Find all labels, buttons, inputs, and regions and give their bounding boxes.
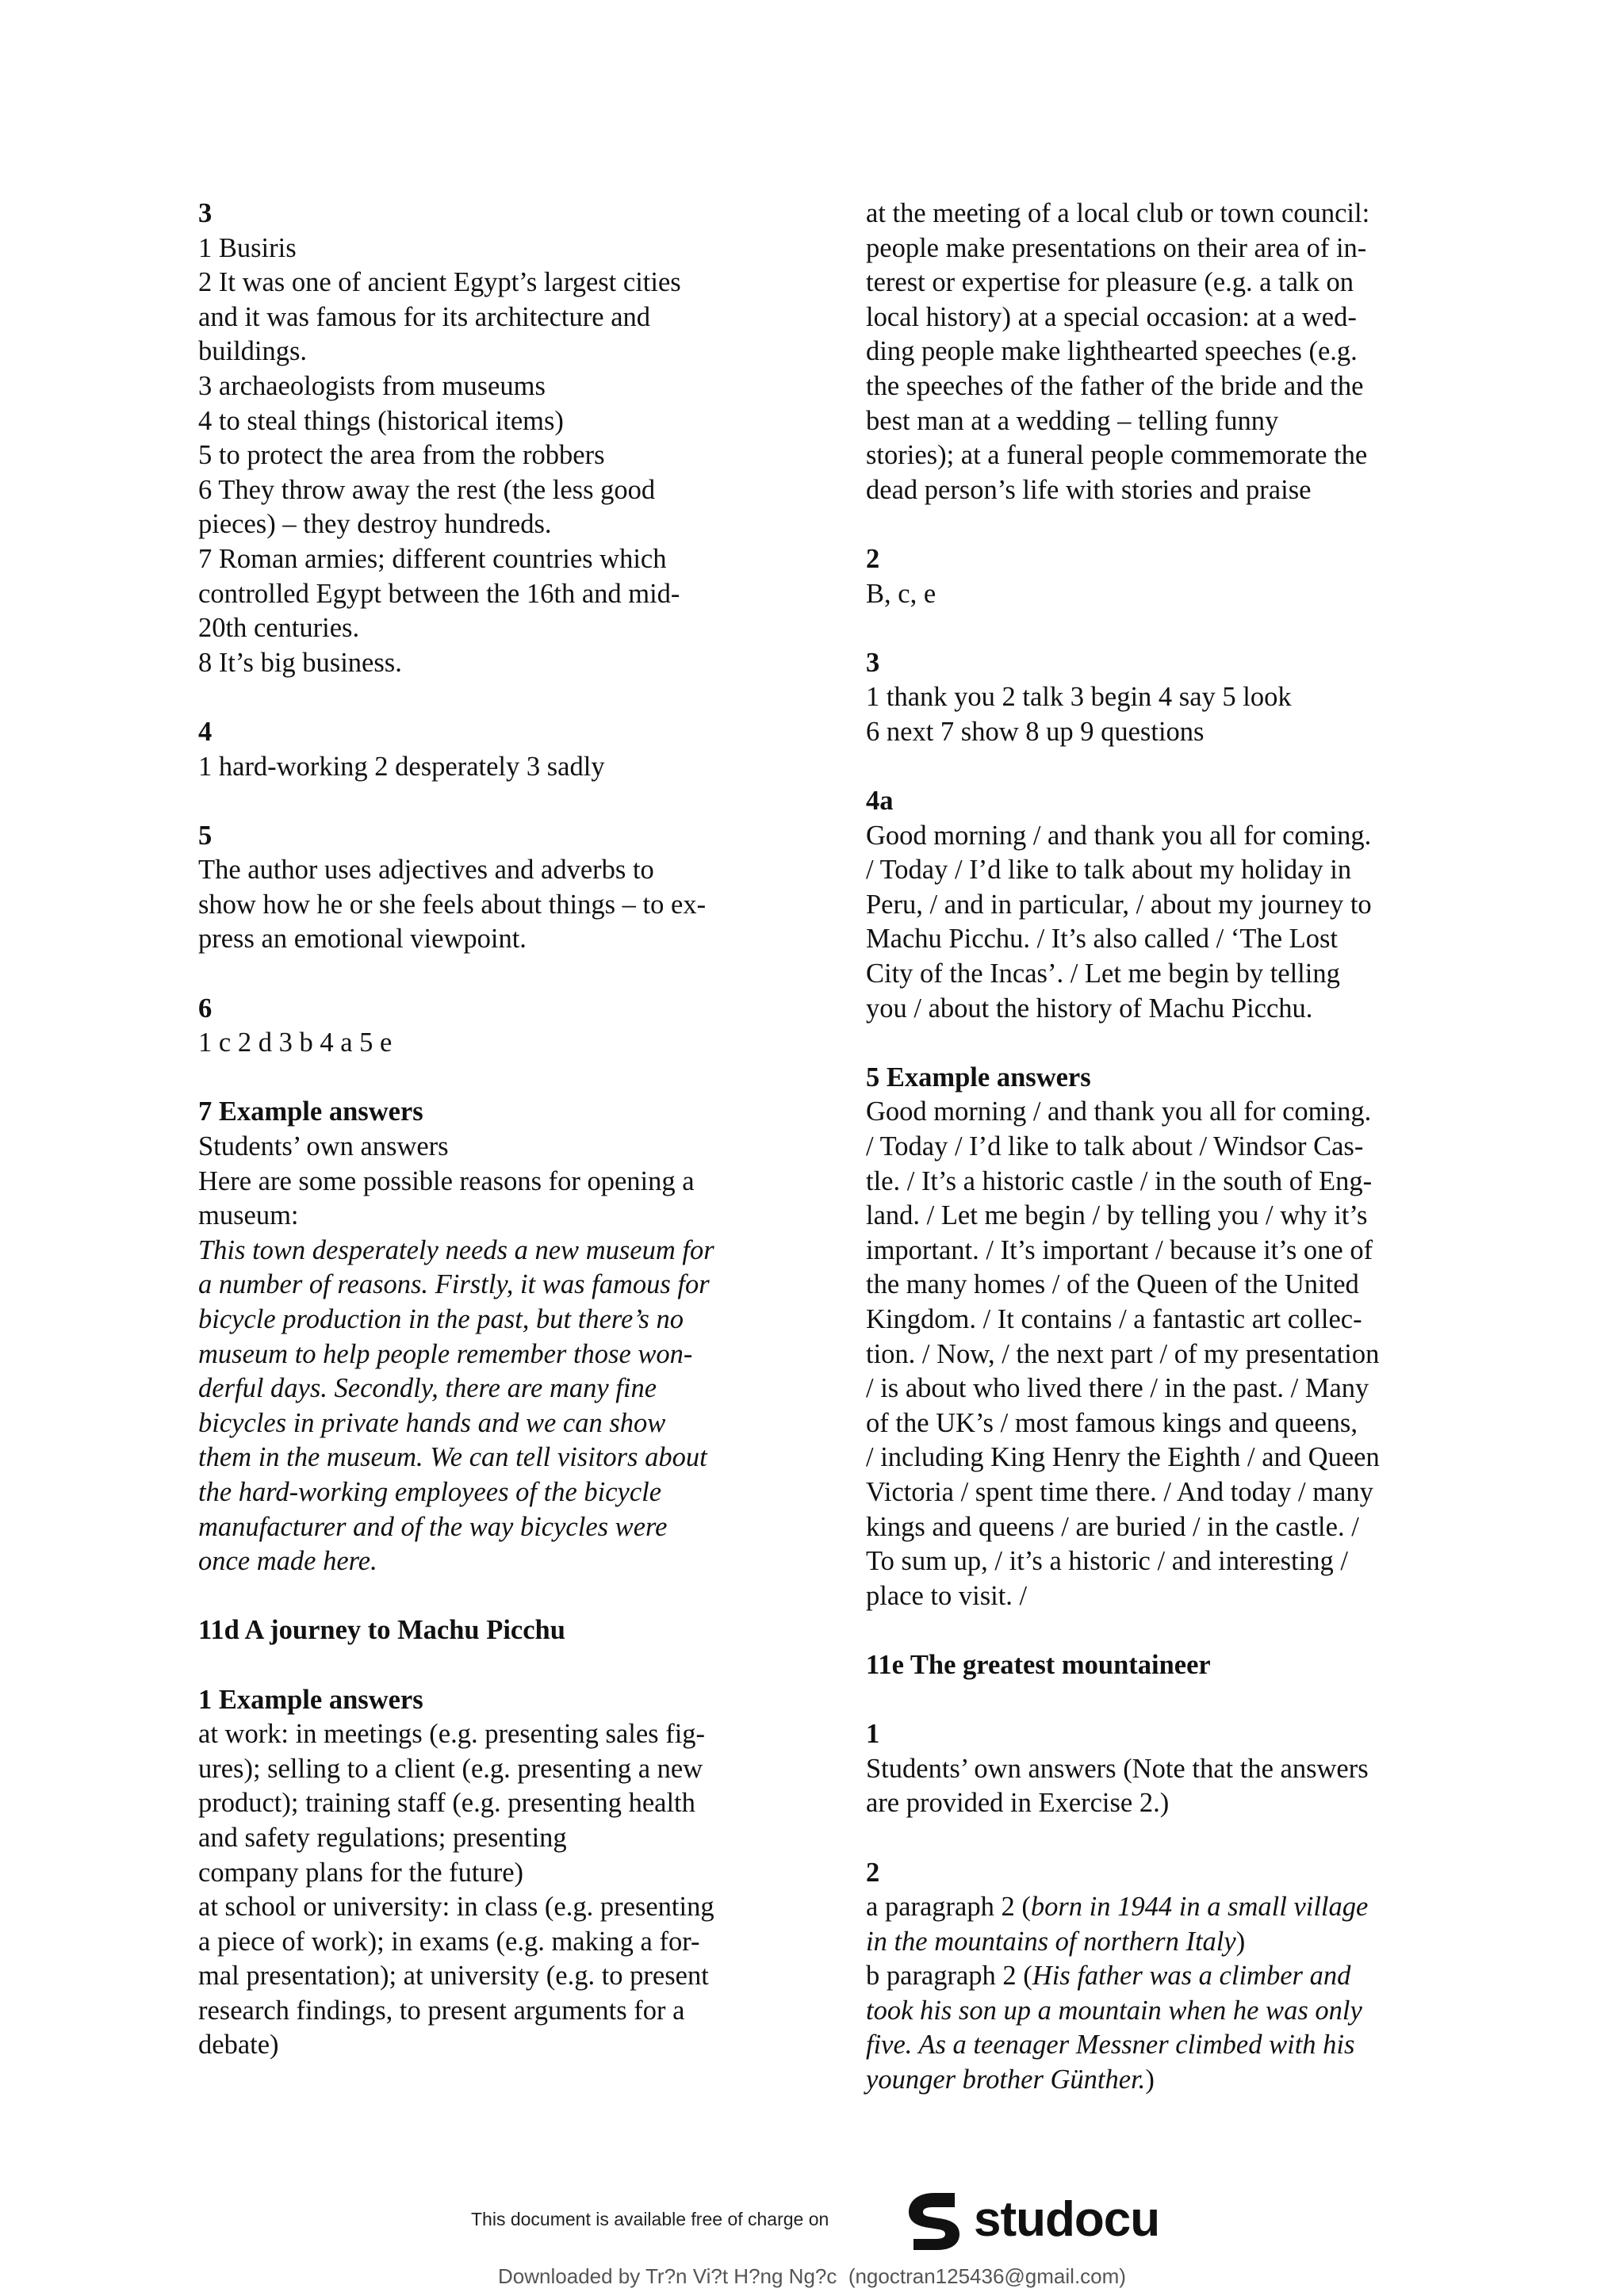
section-heading: 2 [866,1857,880,1888]
text-line: at school or university: in class (e.g. presenting [198,1892,714,1923]
section-heading: 3 [866,647,880,678]
text-line [866,1890,1445,1925]
answer-section [866,1717,1445,1821]
text-line: Students’ own answers (Note that the answers [866,1753,1369,1784]
left-column [198,197,777,2063]
text-line: dead person’s life with stories and praise [866,474,1312,505]
section-heading: 1 [866,1719,880,1750]
answer-section [866,784,1445,1026]
text-line: the hard-working employees of the bicycle [198,1476,662,1507]
text-line: five. As a teenager Messner climbed with his [866,2030,1355,2061]
page-footer [0,2188,1624,2288]
text-line: tion. / Now, / the next part / of my presentation [866,1338,1380,1369]
text-line [866,1959,1445,1994]
section-heading: 1 Example answers [198,1684,423,1715]
text-line: 7 Roman armies; different countries which [198,543,667,574]
answer-section [866,542,1445,611]
text-line: ding people make lighthearted speeches (e.g. [866,336,1358,367]
text-line: 8 It’s big business. [198,647,402,678]
text-line: bicycles in private hands and we can show [198,1407,666,1438]
answer-section [198,992,777,1061]
section-heading: 4 [198,716,213,747]
text-line: place to visit. / [866,1580,1028,1611]
text-line: 1 hard-working 2 desperately 3 sadly [198,751,605,782]
text-line: 4 to steal things (historical items) [198,405,564,436]
text-line: 6 They throw away the rest (the less good [198,474,656,505]
text-line: museum to help people remember those won- [198,1338,693,1369]
text-line: a piece of work); in exams (e.g. making a for- [198,1926,700,1957]
text-line: product); training staff (e.g. presenting health [198,1788,695,1819]
text-line: / Today / I’d like to talk about my holiday in [866,855,1352,886]
text-segment: ) [1235,1926,1246,1957]
section-heading: 7 Example answers [198,1096,423,1127]
text-line: / Today / I’d like to talk about / Windsor Cas- [866,1131,1364,1162]
text-line: show how he or she feels about things – to ex- [198,889,707,920]
text-line [866,2063,1445,2098]
answer-section [198,197,777,680]
text-line: are provided in Exercise 2.) [866,1788,1170,1819]
text-line: The author uses adjectives and adverbs to [198,855,654,886]
text-line: mal presentation); at university (e.g. to present [198,1961,709,1992]
text-line: Students’ own answers [198,1131,449,1162]
text-segment: in the mountains of northern Italy [866,1926,1236,1957]
text-line: and safety regulations; presenting [198,1822,567,1853]
text-line: To sum up, / it’s a historic / and interesting / [866,1546,1348,1577]
text-segment: His father was a climber and [1032,1961,1351,1992]
text-line: Victoria / spent time there. / And today / many [866,1476,1373,1507]
text-line: / is about who lived there / in the past. / Many [866,1373,1369,1404]
text-line: once made here. [198,1546,377,1577]
section-heading: 5 Example answers [866,1062,1091,1093]
section-heading: 6 [198,993,213,1024]
text-line: the many homes / of the Queen of the United [866,1269,1359,1300]
text-line: manufacturer and of the way bicycles were [198,1511,668,1542]
text-line: research findings, to present arguments for a [198,1995,685,2026]
text-line: 6 next 7 show 8 up 9 questions [866,716,1205,747]
text-line: Machu Picchu. / It’s also called / ‘The Lost [866,924,1338,955]
text-line: press an emotional viewpoint. [198,924,527,955]
text-line: 1 c 2 d 3 b 4 a 5 e [198,1027,393,1058]
answer-section [198,715,777,784]
text-line: pieces) – they destroy hundreds. [198,509,552,540]
text-line: company plans for the future) [198,1857,524,1888]
text-line: Good morning / and thank you all for coming. [866,820,1372,851]
text-line: took his son up a mountain when he was only [866,1995,1362,2026]
section-heading: 11e The greatest mountaineer [866,1649,1211,1680]
text-line: Good morning / and thank you all for coming. [866,1096,1372,1127]
answer-section [198,1683,777,2064]
section-heading: 4a [866,786,894,817]
answer-section [866,197,1445,507]
studocu-logo-icon [902,2190,966,2253]
studocu-logo[interactable] [902,2188,1172,2255]
answer-section [866,1061,1445,1614]
text-line: museum: [198,1200,299,1231]
text-line: debate) [198,2030,279,2061]
text-line: 2 It was one of ancient Egypt’s largest cities [198,267,681,298]
text-line: of the UK’s / most famous kings and queens, [866,1407,1358,1438]
text-line: kings and queens / are buried / in the castle. / [866,1511,1359,1542]
text-line: at work: in meetings (e.g. presenting sales fig- [198,1719,706,1750]
text-line [866,1925,1445,1960]
text-line: ures); selling to a client (e.g. presenting a new [198,1753,703,1784]
text-line: tle. / It’s a historic castle / in the south of Eng- [866,1165,1373,1196]
answer-section [866,646,1445,750]
text-segment: younger brother Günther. [866,2064,1146,2095]
section-heading: 3 [198,198,213,228]
text-segment: a paragraph 2 ( [866,1892,1031,1923]
text-line: local history) at a special occasion: at a wed- [866,301,1357,332]
text-line: stories); at a funeral people commemorate the [866,440,1368,471]
text-line: buildings. [198,336,308,367]
text-line: and it was famous for its architecture and [198,301,651,332]
text-line: bicycle production in the past, but there’s no [198,1304,684,1334]
answer-section [198,1095,777,1578]
text-line: the speeches of the father of the bride and the [866,370,1364,401]
text-line: derful days. Secondly, there are many fine [198,1373,657,1404]
text-line: 1 thank you 2 talk 3 begin 4 say 5 look [866,682,1292,713]
text-line: at the meeting of a local club or town council: [866,198,1370,228]
text-line: important. / It’s important / because it’s one of [866,1234,1373,1265]
text-line: controlled Egypt between the 16th and mid- [198,578,680,609]
answer-section [198,819,777,957]
text-line: City of the Incas’. / Let me begin by telling [866,959,1340,989]
section-heading: 11d A journey to Machu Picchu [198,1615,565,1646]
text-line: Here are some possible reasons for opening a [198,1165,695,1196]
section-heading: 5 [198,820,213,851]
availability-note: This document is available free of charge on [471,2209,829,2229]
text-line: you / about the history of Machu Picchu. [866,993,1313,1024]
text-segment: ) [1145,2064,1155,2095]
text-segment: b paragraph 2 ( [866,1961,1032,1992]
text-line: Kingdom. / It contains / a fantastic art collec- [866,1304,1362,1334]
text-line: This town desperately needs a new museum for [198,1234,714,1265]
text-line: 5 to protect the area from the robbers [198,440,605,471]
text-line: / including King Henry the Eighth / and Queen [866,1442,1380,1473]
answer-section [866,1648,1445,1683]
text-line: 20th centuries. [198,613,360,644]
right-column [866,197,1445,2098]
text-line: B, c, e [866,578,936,609]
text-line: them in the museum. We can tell visitors about [198,1442,707,1473]
text-line: 3 archaeologists from museums [198,370,546,401]
text-line: terest or expertise for pleasure (e.g. a talk on [866,267,1354,298]
text-line: land. / Let me begin / by telling you / why it’s [866,1200,1368,1231]
text-segment: born in 1944 in a small village [1030,1892,1369,1923]
section-heading: 2 [866,543,880,574]
studocu-logo-text: studocu [974,2192,1160,2247]
text-line: 1 Busiris [198,232,297,263]
answer-section [198,1613,777,1648]
text-line: people make presentations on their area of in- [866,232,1367,263]
text-line: a number of reasons. Firstly, it was famous for [198,1269,710,1300]
text-line: Peru, / and in particular, / about my journey to [866,889,1372,920]
text-line: best man at a wedding – telling funny [866,405,1279,436]
downloaded-by-note: Downloaded by Tr?n Vi?t H?ng Ng?c (ngoctran125436@gmail.com) [498,2264,1126,2288]
answer-section [866,1856,1445,2098]
